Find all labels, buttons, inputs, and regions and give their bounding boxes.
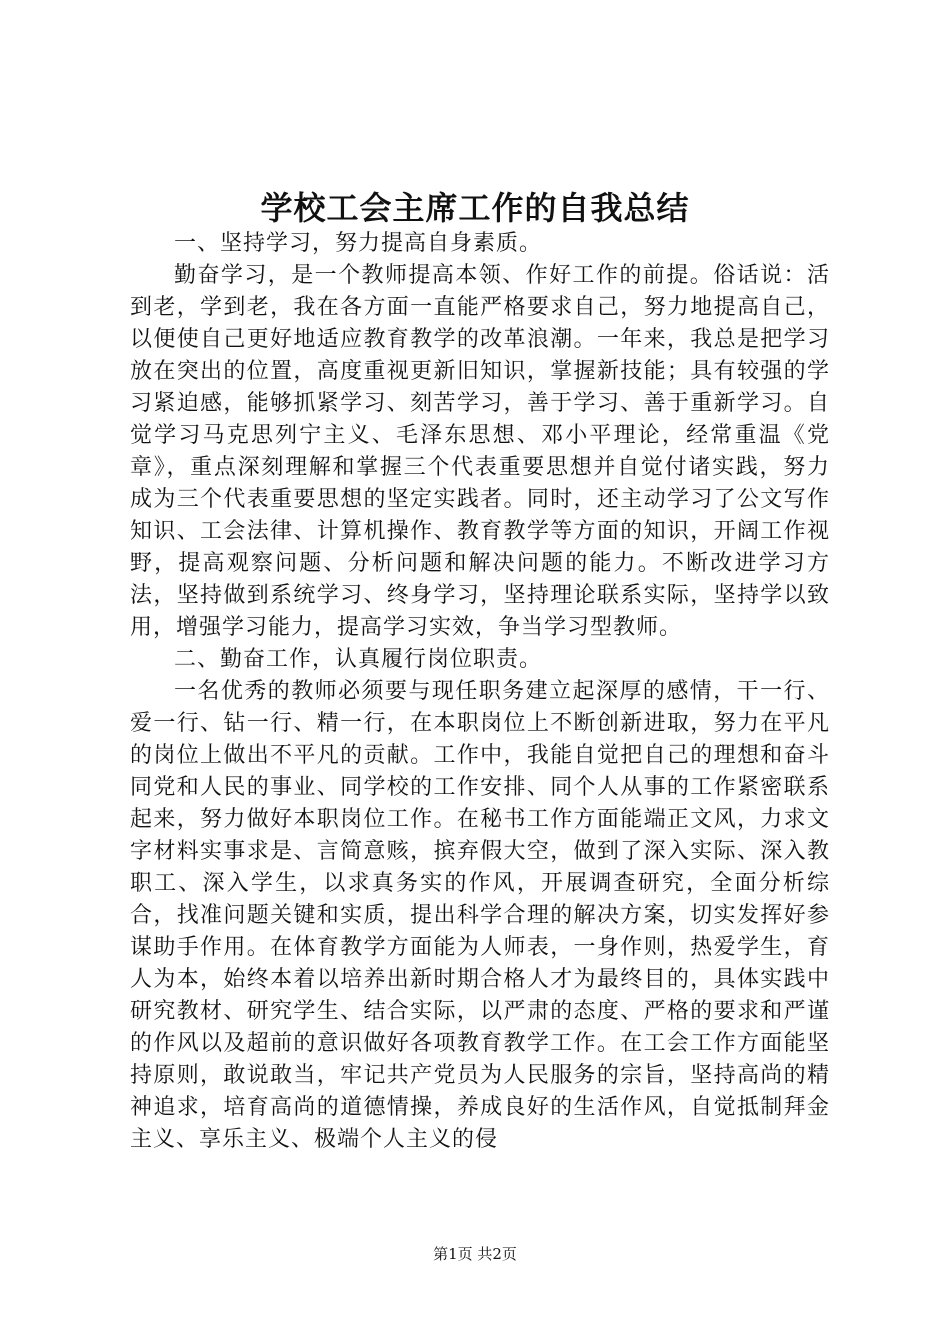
section-heading-1: 一、坚持学习，努力提高自身素质。 [174,231,543,256]
paragraph-work: 一名优秀的教师必须要与现任职务建立起深厚的感情，干一行、爱一行、钻一行、精一行，在本职岗位上不断创新进取，努力在平凡的岗位上做出不平凡的贡献。工作中，我能自觉把自己的理想和奋斗同党和人民的事业、同学校的工作安排、同个人从事的工作紧密联系起来，努力做好本职岗位工作。在秘书工作方面能端正文风，力求文字材料实事求是、言简意赅，摈弃假大空，做到了深入实际、深入教职工、深入学生，以求真务实的作风，开展调查研究，全面分析综合，找准问题关键和实质，提出科学合理的解决方案，切实发挥好参谋助手作用。在体育教学方面能为人师表，一身作则，热爱学生，育人为本，始终本着以培养出新时期合格人才为最终目的，具体实践中研究教材、研究学生、结合实际，以严肃的态度、严格的要求和严谨的作风以及超前的意识做好各项教育教学工作。在工会工作方面能坚持原则，敢说敢当，牢记共产党员为人民服务的宗旨，坚持高尚的精神追求，培育高尚的道德情操，养成良好的生活作风，自觉抵制拜金主义、享乐主义、极端个人主义的侵 [130,679,830,1152]
paragraph-study: 勤奋学习，是一个教师提高本领、作好工作的前提。俗话说：活到老，学到老，我在各方面一直能严格要求自己，努力地提高自己，以便使自己更好地适应教育教学的改革浪潮。一年来，我总是把学习放在突出的位置，高度重视更新旧知识，掌握新技能；具有较强的学习紧迫感，能够抓紧学习、刻苦学习，善于学习、善于重新学习。自觉学习马克思列宁主义、毛泽东思想、邓小平理论，经常重温《党章》，重点深刻理解和掌握三个代表重要思想并自觉付诸实践，努力成为三个代表重要思想的坚定实践者。同时，还主动学习了公文写作知识、工会法律、计算机操作、教育教学等方面的知识，开阔工作视野，提高观察问题、分析问题和解决问题的能力。不断改进学习方法，坚持做到系统学习、终身学习，坚持理论联系实际，坚持学以致用，增强学习能力，提高学习实效，争当学习型教师。 [130,263,830,640]
section-heading-2: 二、勤奋工作，认真履行岗位职责。 [174,647,543,672]
document-body [130,228,830,1156]
document-title: 学校工会主席工作的自我总结 [260,189,690,227]
page-footer: 第1页 共2页 [433,1245,517,1263]
